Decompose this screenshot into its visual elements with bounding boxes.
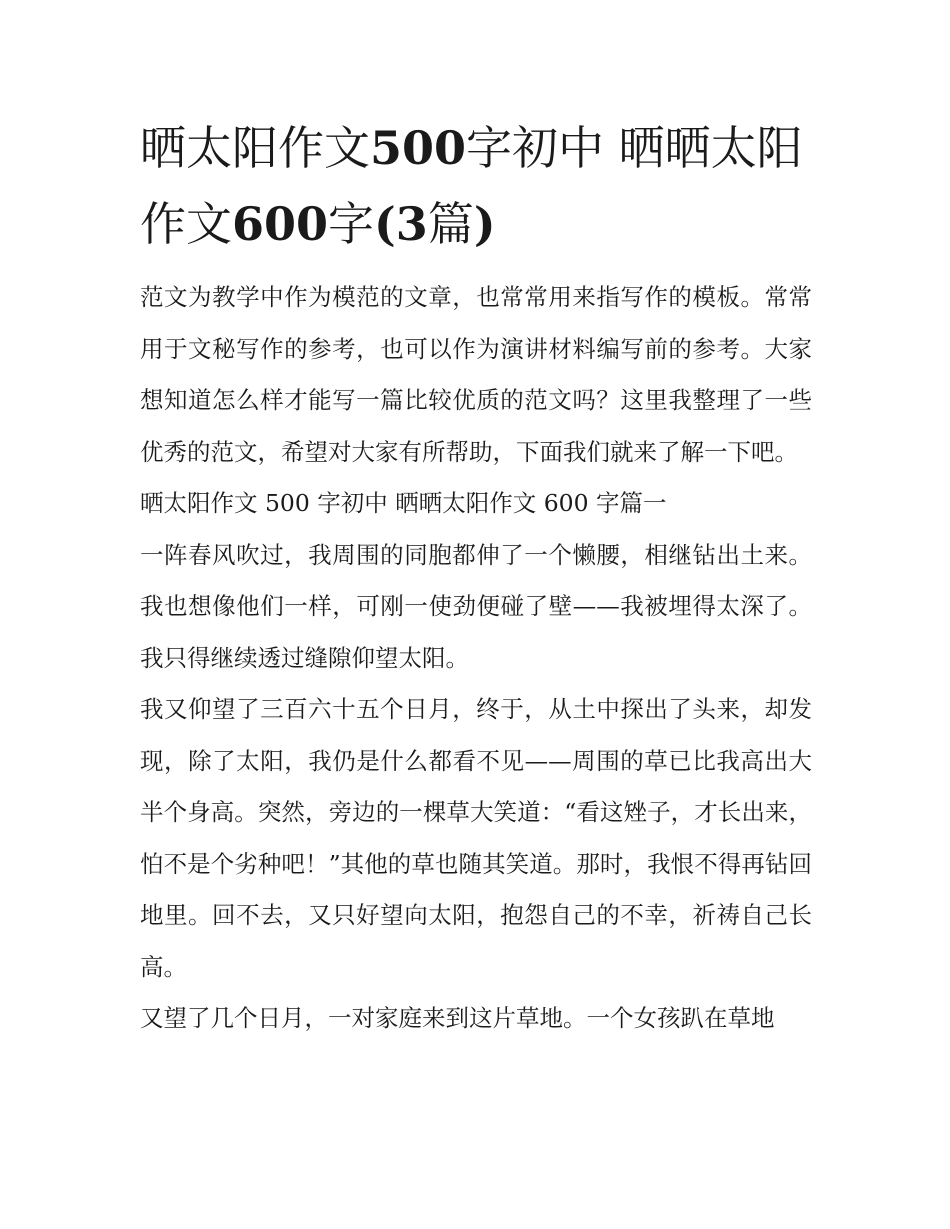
title-part-4: 篇 xyxy=(427,197,474,251)
title-part-2: 字初中 晒晒太阳作文 xyxy=(140,121,803,251)
document-title xyxy=(140,110,812,262)
body-paragraph-2: 我又仰望了三百六十五个日月，终于，从土中探出了头来，却发现，除了太阳，我仍是什么都看不见——周围的草已比我高出大半个身高。突然，旁边的一棵草大笑道：“看这矬子，才长出来，怕不是个劣种吧！”其他的草也随其笑道。那时，我恨不得再钻回地里。回不去，又只好望向太阳，抱怨自己的不幸，祈祷自己长高。 xyxy=(140,695,812,981)
title-number-1: 500 xyxy=(370,121,467,175)
body-paragraph-3: 又望了几个日月，一对家庭来到这片草地。一个女孩趴在草地 xyxy=(140,1004,775,1032)
title-number-2: 600 xyxy=(232,197,329,251)
title-part-3: 字 xyxy=(328,197,375,251)
intro-paragraph: 范文为教学中作为模范的文章，也常常用来指写作的模板。常常用于文秘写作的参考，也可以作为演讲材料编写前的参考。大家想知道怎么样才能写一篇比较优质的范文吗？这里我整理了一些优秀的范文，希望对大家有所帮助，下面我们就来了解一下吧。 xyxy=(140,283,812,466)
title-part-1: 晒太阳作文 xyxy=(140,121,370,175)
title-number-4: ) xyxy=(473,197,496,251)
document-page xyxy=(140,110,812,1045)
title-number-3: (3 xyxy=(374,197,428,251)
section-heading: 晒太阳作文 500 字初中 晒晒太阳作文 600 字篇一 xyxy=(140,489,667,517)
body-paragraph-1: 一阵春风吹过，我周围的同胞都伸了一个懒腰，相继钻出土来。我也想像他们一样，可刚一使劲便碰了壁——我被埋得太深了。我只得继续透过缝隙仰望太阳。 xyxy=(140,540,812,672)
